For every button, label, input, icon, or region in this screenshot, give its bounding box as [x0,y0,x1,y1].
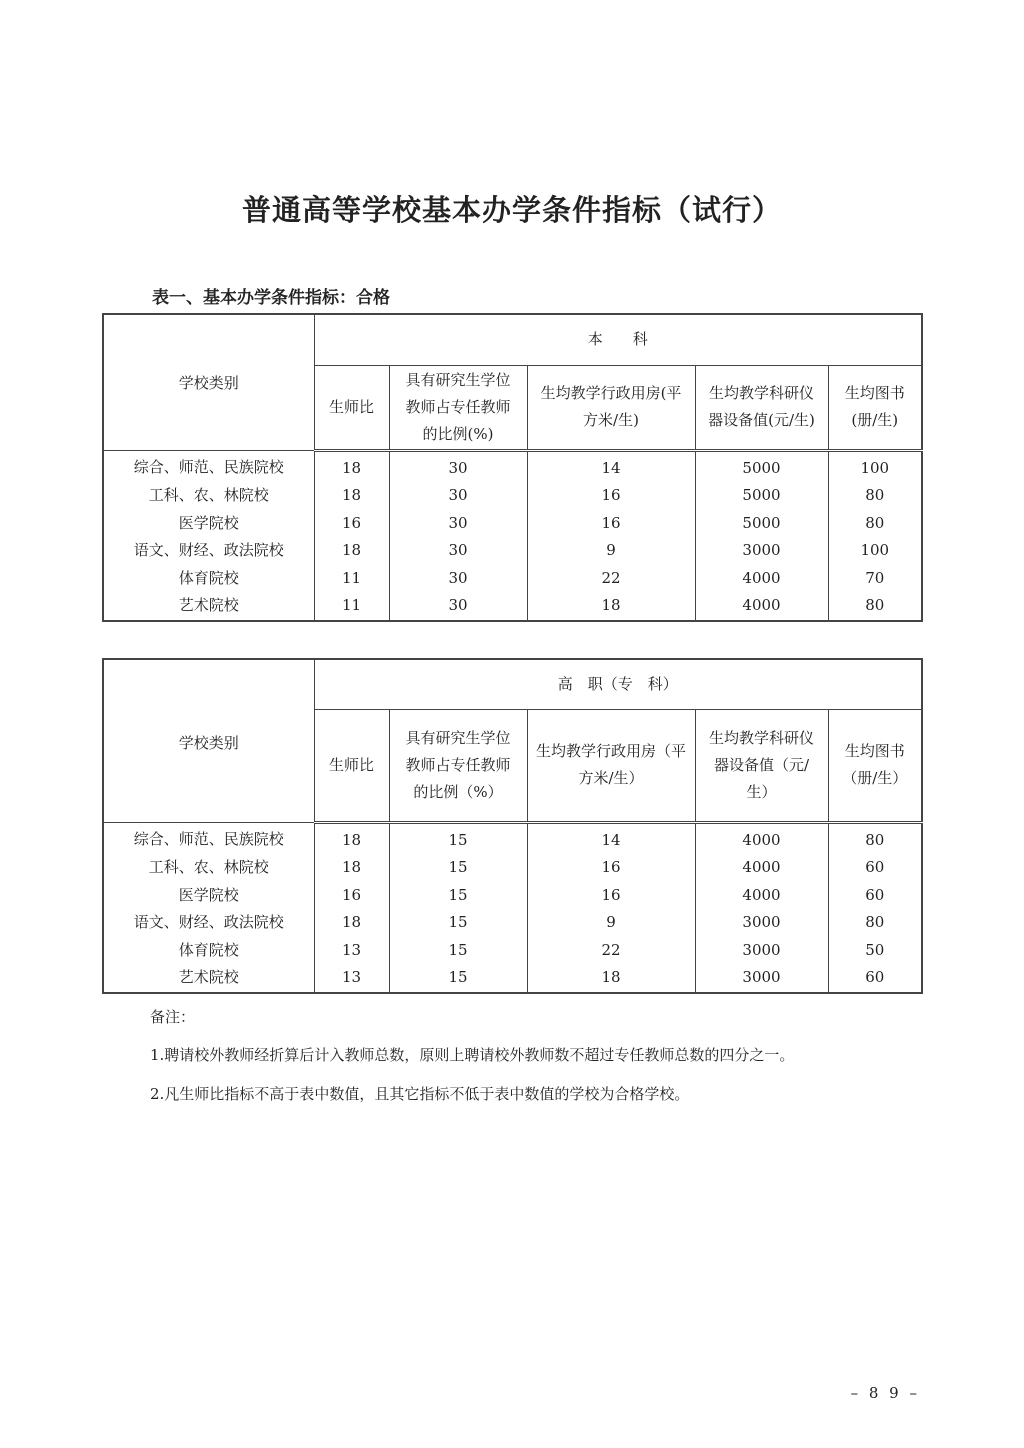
cell-building-area: 16 [527,854,695,882]
undergraduate-table [102,313,923,622]
cell-student-teacher-ratio: 18 [314,537,389,565]
cell-student-teacher-ratio: 18 [314,909,389,937]
cell-student-teacher-ratio: 18 [314,822,389,854]
cell-student-teacher-ratio: 11 [314,592,389,621]
cell-building-area: 9 [527,909,695,937]
cell-equipment-value: 4000 [695,882,828,910]
cell-books: 100 [828,537,922,565]
cell-school-type: 艺术院校 [103,592,314,621]
header-student-teacher-ratio: 生师比 [314,365,389,450]
cell-equipment-value: 4000 [695,854,828,882]
cell-building-area: 9 [527,537,695,565]
note-item: 2.凡生师比指标不高于表中数值，且其它指标不低于表中数值的学校为合格学校。 [150,1085,690,1103]
table-row [103,537,922,565]
header-school-type: 学校类别 [103,659,314,822]
cell-books: 70 [828,565,922,593]
cell-building-area: 14 [527,450,695,482]
header-building-area: 生均教学行政用房（平方米/生） [527,709,695,822]
cell-books: 60 [828,964,922,993]
cell-books: 80 [828,482,922,510]
table-row [103,592,922,621]
header-postgrad-teacher-ratio: 具有研究生学位教师占专任教师的比例（%） [389,709,527,822]
cell-student-teacher-ratio: 16 [314,510,389,538]
header-books: 生均图书（册/生） [828,709,922,822]
table-row [103,510,922,538]
page-title: 普通高等学校基本办学条件指标（试行） [241,193,782,227]
cell-postgrad-teacher-ratio: 30 [389,510,527,538]
cell-postgrad-teacher-ratio: 30 [389,537,527,565]
cell-student-teacher-ratio: 18 [314,450,389,482]
cell-postgrad-teacher-ratio: 30 [389,592,527,621]
cell-building-area: 16 [527,482,695,510]
cell-equipment-value: 5000 [695,482,828,510]
page-number: – 8 9 – [850,1384,920,1402]
table-row [103,937,922,965]
cell-books: 60 [828,854,922,882]
cell-equipment-value: 4000 [695,592,828,621]
cell-school-type: 语文、财经、政法院校 [103,537,314,565]
table-row [103,964,922,993]
notes-label: 备注： [150,1008,196,1026]
table-row [103,822,922,854]
cell-postgrad-teacher-ratio: 15 [389,937,527,965]
cell-school-type: 综合、师范、民族院校 [103,450,314,482]
header-books: 生均图书(册/生) [828,365,922,450]
table-row [103,450,922,482]
cell-school-type: 语文、财经、政法院校 [103,909,314,937]
cell-building-area: 14 [527,822,695,854]
header-school-type: 学校类别 [103,314,314,450]
cell-books: 80 [828,822,922,854]
cell-postgrad-teacher-ratio: 30 [389,482,527,510]
cell-equipment-value: 3000 [695,964,828,993]
note-item: 1.聘请校外教师经折算后计入教师总数，原则上聘请校外教师数不超过专任教师总数的四分之一。 [150,1046,795,1064]
header-equipment-value: 生均教学科研仪器设备值(元/生) [695,365,828,450]
cell-school-type: 体育院校 [103,565,314,593]
cell-equipment-value: 4000 [695,565,828,593]
cell-student-teacher-ratio: 18 [314,854,389,882]
cell-postgrad-teacher-ratio: 15 [389,909,527,937]
cell-books: 80 [828,510,922,538]
cell-postgrad-teacher-ratio: 15 [389,822,527,854]
table-row [103,565,922,593]
cell-equipment-value: 4000 [695,822,828,854]
cell-student-teacher-ratio: 11 [314,565,389,593]
cell-school-type: 医学院校 [103,510,314,538]
cell-building-area: 18 [527,964,695,993]
cell-school-type: 工科、农、林院校 [103,482,314,510]
cell-student-teacher-ratio: 13 [314,964,389,993]
cell-school-type: 体育院校 [103,937,314,965]
vocational-table [102,658,923,994]
cell-building-area: 22 [527,565,695,593]
cell-postgrad-teacher-ratio: 30 [389,450,527,482]
cell-postgrad-teacher-ratio: 15 [389,854,527,882]
cell-postgrad-teacher-ratio: 15 [389,882,527,910]
header-equipment-value: 生均教学科研仪器设备值（元/生） [695,709,828,822]
cell-student-teacher-ratio: 13 [314,937,389,965]
group-header: 本 科 [314,314,922,365]
header-postgrad-teacher-ratio: 具有研究生学位教师占专任教师的比例(%) [389,365,527,450]
cell-building-area: 22 [527,937,695,965]
cell-building-area: 18 [527,592,695,621]
header-student-teacher-ratio: 生师比 [314,709,389,822]
header-building-area: 生均教学行政用房(平方米/生) [527,365,695,450]
cell-postgrad-teacher-ratio: 15 [389,964,527,993]
cell-equipment-value: 5000 [695,510,828,538]
cell-postgrad-teacher-ratio: 30 [389,565,527,593]
cell-equipment-value: 3000 [695,937,828,965]
cell-student-teacher-ratio: 16 [314,882,389,910]
table-row [103,909,922,937]
cell-books: 60 [828,882,922,910]
group-header: 高 职（专 科） [314,659,922,709]
cell-building-area: 16 [527,882,695,910]
cell-books: 50 [828,937,922,965]
cell-equipment-value: 5000 [695,450,828,482]
table-row [103,854,922,882]
cell-books: 80 [828,592,922,621]
cell-school-type: 艺术院校 [103,964,314,993]
table-caption: 表一、基本办学条件指标：合格 [152,288,390,308]
cell-books: 100 [828,450,922,482]
table-row [103,482,922,510]
cell-building-area: 16 [527,510,695,538]
cell-school-type: 工科、农、林院校 [103,854,314,882]
cell-equipment-value: 3000 [695,537,828,565]
cell-student-teacher-ratio: 18 [314,482,389,510]
cell-school-type: 综合、师范、民族院校 [103,822,314,854]
cell-equipment-value: 3000 [695,909,828,937]
cell-books: 80 [828,909,922,937]
table-row [103,882,922,910]
cell-school-type: 医学院校 [103,882,314,910]
